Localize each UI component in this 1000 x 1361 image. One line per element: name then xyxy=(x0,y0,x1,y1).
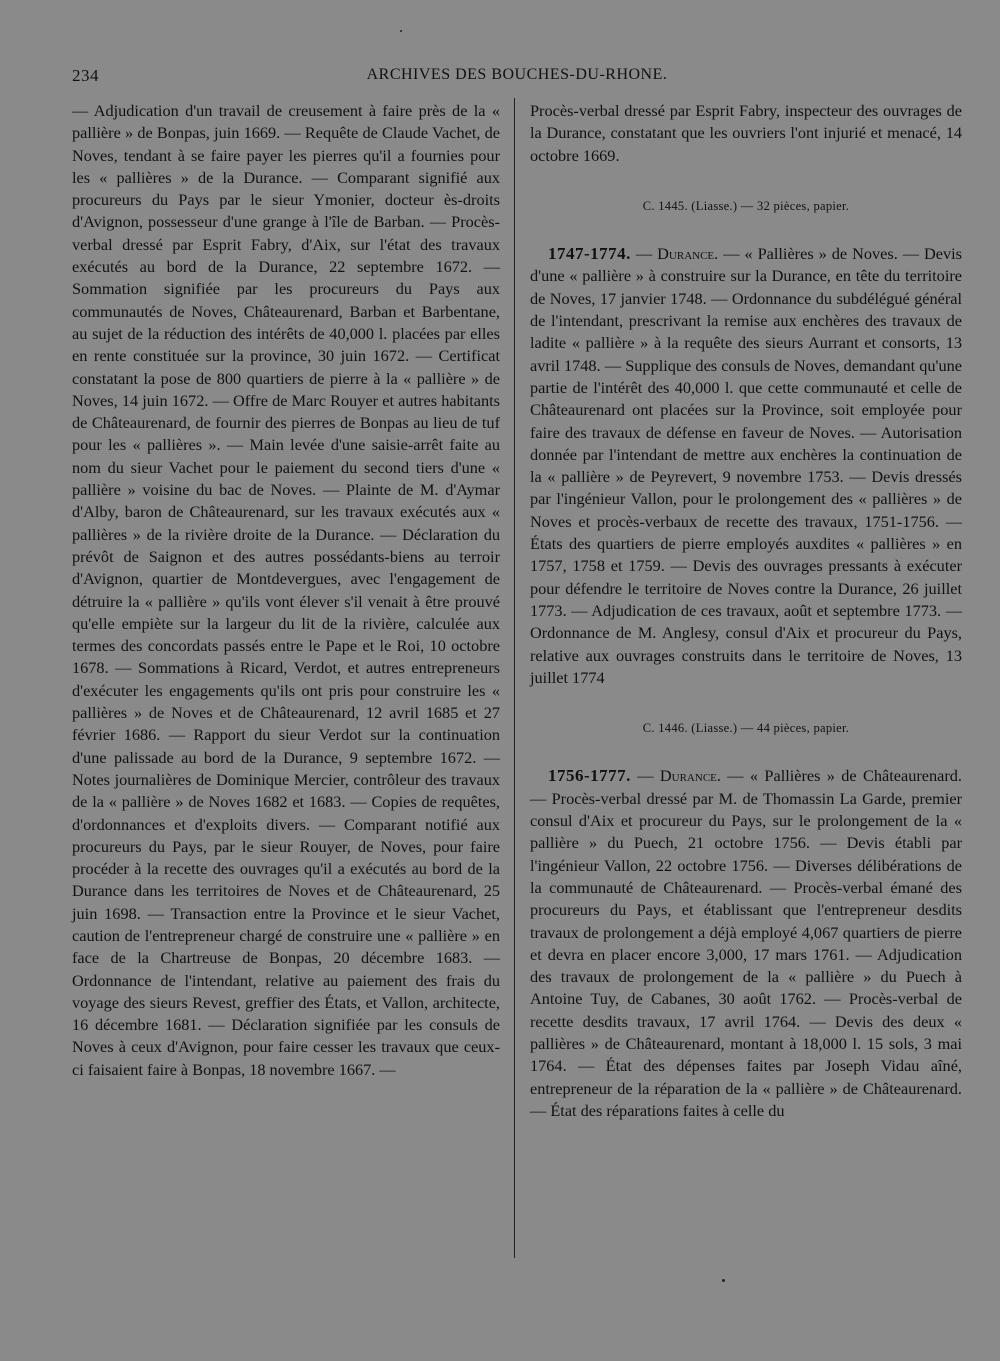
page-number: 234 xyxy=(72,66,99,85)
entry-dates: 1756-1777. xyxy=(548,766,631,786)
right-column xyxy=(530,100,962,1122)
paper-speck xyxy=(722,1279,725,1282)
archive-reference: C. 1446. (Liasse.) — 44 pièces, papier. xyxy=(642,721,850,736)
entry-subject: Durance. xyxy=(659,766,721,786)
archive-entry xyxy=(530,765,962,1122)
column-divider xyxy=(514,98,515,1258)
entry-body: — « Pallières » de Châteaurenard. — Procès-verbal dressé par M. de Thomassin La Garde, premier consul d'Aix et procureur du Pays, sur le prolongement de la « pallière » du Puech, 21 octobre 1756. — Devis établi par l'ingénieur Vallon, 22 octobre 1756. — Diverses délibérations de la communauté de Châteaurenard. — Procès-verbal émané des procureurs du Pays, et établissant que l'entrepreneur desdits travaux de prolongement a déjà employé 4,067 quartiers de pierre et devra en placer encore 3,000, 17 mars 1761. — Adjudication des travaux de prolongement de la « pallière » du Puech à Antoine Tuy, de Cabanes, 30 août 1762. — Procès-verbal de recette desdits travaux, 17 avril 1764. — Devis des deux « pallières » de Châteaurenard, montant à 18,000 l. 15 sols, 3 mai 1764. — État des dépenses faites par Joseph Vidau aîné, entrepreneur de la réparation de la « pallière » de Châteaurenard. — État des réparations faites à celle du xyxy=(530,766,962,1120)
entry-dash: — xyxy=(630,766,660,786)
left-column xyxy=(72,100,500,1081)
left-column-text: — Adjudication d'un travail de creusement à faire près de la « pallière » de Bonpas, juin 1669. — Requête de Claude Vachet, de Noves, tendant à se faire payer les pierres qu'il a fournies pour les « pallières » de la Durance. — Comparant signifié aux procureurs du Pays par le sieur Ymonier, docteur ès-droits d'Avignon, possesseur d'une grange à l'île de Barban. — Procès-verbal dressé par Esprit Fabry, d'Aix, sur l'état des travaux exécutés au bord de la Durance, 22 septembre 1672. — Sommation signifiée par les procureurs du Pays aux communautés de Noves, Châteaurenard, Barban et Barbentane, au sujet de la réduction des intérêts de 40,000 l. placées par elles en rente constituée sur la province, 30 juin 1672. — Certificat constatant la pose de 800 quartiers de pierre à la « pallière » de Noves, 14 juin 1672. — Offre de Marc Rouyer et autres habitants de Châteaurenard, de fournir des pierres de Bonpas au lieu de tuf pour les « pallières ». — Main levée d'une saisie-arrêt faite au nom du sieur Vachet pour le paiement du second tiers d'une « pallière » voisine du bac de Noves. — Plainte de M. d'Aymar d'Alby, baron de Châteaurenard, sur les travaux exécutés aux « pallières » de la rivière droite de la Durance. — Déclaration du prévôt de Saignon et des autres possédants-biens au terroir d'Avignon, quartier de Montdevergues, avec l'engagement de détruire la « pallière » qu'ils vont élever s'il venait à être prouvé qu'elle empiète sur la largeur du lit de la rivière, calculée aux termes des concordats passés entre le Pape et le Roi, 10 octobre 1678. — Sommations à Ricard, Verdot, et autres entrepreneurs d'exécuter les engagements qu'ils ont pris pour construire les « pallières » de Noves et de Châteaurenard, 12 avril 1685 et 27 février 1686. — Rapport du sieur Verdot sur la continuation d'une palissade au bord de la Durance, 9 septembre 1672. — Notes journalières de Dominique Mercier, contrôleur des travaux de la « pallière » de Noves 1682 et 1683. — Copies de requêtes, d'ordonnances et d'exploits divers. — Comparant notifié aux procureurs du Pays, par le sieur Rouyer, de Noves, pour faire procéder à la recette des ouvrages qu'il a exécutés au bord de la Durance dans les territoires de Noves et de Châteaurenard, 25 juin 1698. — Transaction entre la Province et le sieur Vachet, caution de l'entrepreneur chargé de construire une « pallière » en face de la Chartreuse de Bonpas, 20 décembre 1683. — Ordonnance de l'intendant, relative au paiement des frais du voyage des sieurs Revest, greffier des États, et Vallon, architecte, 16 décembre 1681. — Déclaration signifiée par les consuls de Noves à ceux d'Avignon, pour faire cesser les travaux que ceux-ci faisaient faire à Bonpas, 18 novembre 1667. — xyxy=(72,101,500,1079)
entry-body: — « Pallières » de Noves. — Devis d'une « pallière » à construire sur la Durance, en tête du territoire de Noves, 17 janvier 1748. — Ordonnance du subdélégué général de l'intendant, prescrivant la remise aux enchères des travaux de ladite « pallière » à la requête des sieurs Aurrant et consorts, 13 avril 1748. — Supplique des consuls de Noves, demandant qu'une partie de l'intérêt des 40,000 l. que cette communauté et celle de Châteaurenard ont placées sur la Province, soit employée pour faire des travaux de défense en faveur de Noves. — Autorisation donnée par l'intendant de mettre aux enchères la continuation de la « pallière » de Peyrevert, 9 novembre 1753. — Devis dressés par l'ingénieur Vallon, pour le prolongement des « pallières » de Noves et procès-verbaux de recette des travaux, 1751-1756. — États des quartiers de pierre employés auxdites « pallières » en 1757, 1758 et 1759. — Devis des ouvrages pressants à exécuter pour défendre le territoire de Noves contre la Durance, 26 juillet 1773. — Adjudication de ces travaux, août et septembre 1773. — Ordonnance de M. Anglesy, consul d'Aix et procureur du Pays, relative aux ouvrages construits dans le territoire de Noves, 13 juillet 1774 xyxy=(530,244,963,687)
archive-reference: C. 1445. (Liasse.) — 32 pièces, papier. xyxy=(642,198,850,213)
entry-subject: Durance. xyxy=(657,244,719,264)
entry-dates: 1747-1774. xyxy=(548,244,631,264)
archive-entry xyxy=(530,243,962,689)
page-header xyxy=(72,66,962,96)
running-title: ARCHIVES DES BOUCHES-DU-RHONE. xyxy=(366,66,668,83)
paper-speck xyxy=(400,30,402,32)
continued-entry-text: Procès-verbal dressé par Esprit Fabry, inspecteur des ouvrages de la Durance, constatant que les ouvriers l'ont injurié et menacé, 14 octobre 1669. xyxy=(530,101,962,165)
entry-dash: — xyxy=(630,244,658,264)
